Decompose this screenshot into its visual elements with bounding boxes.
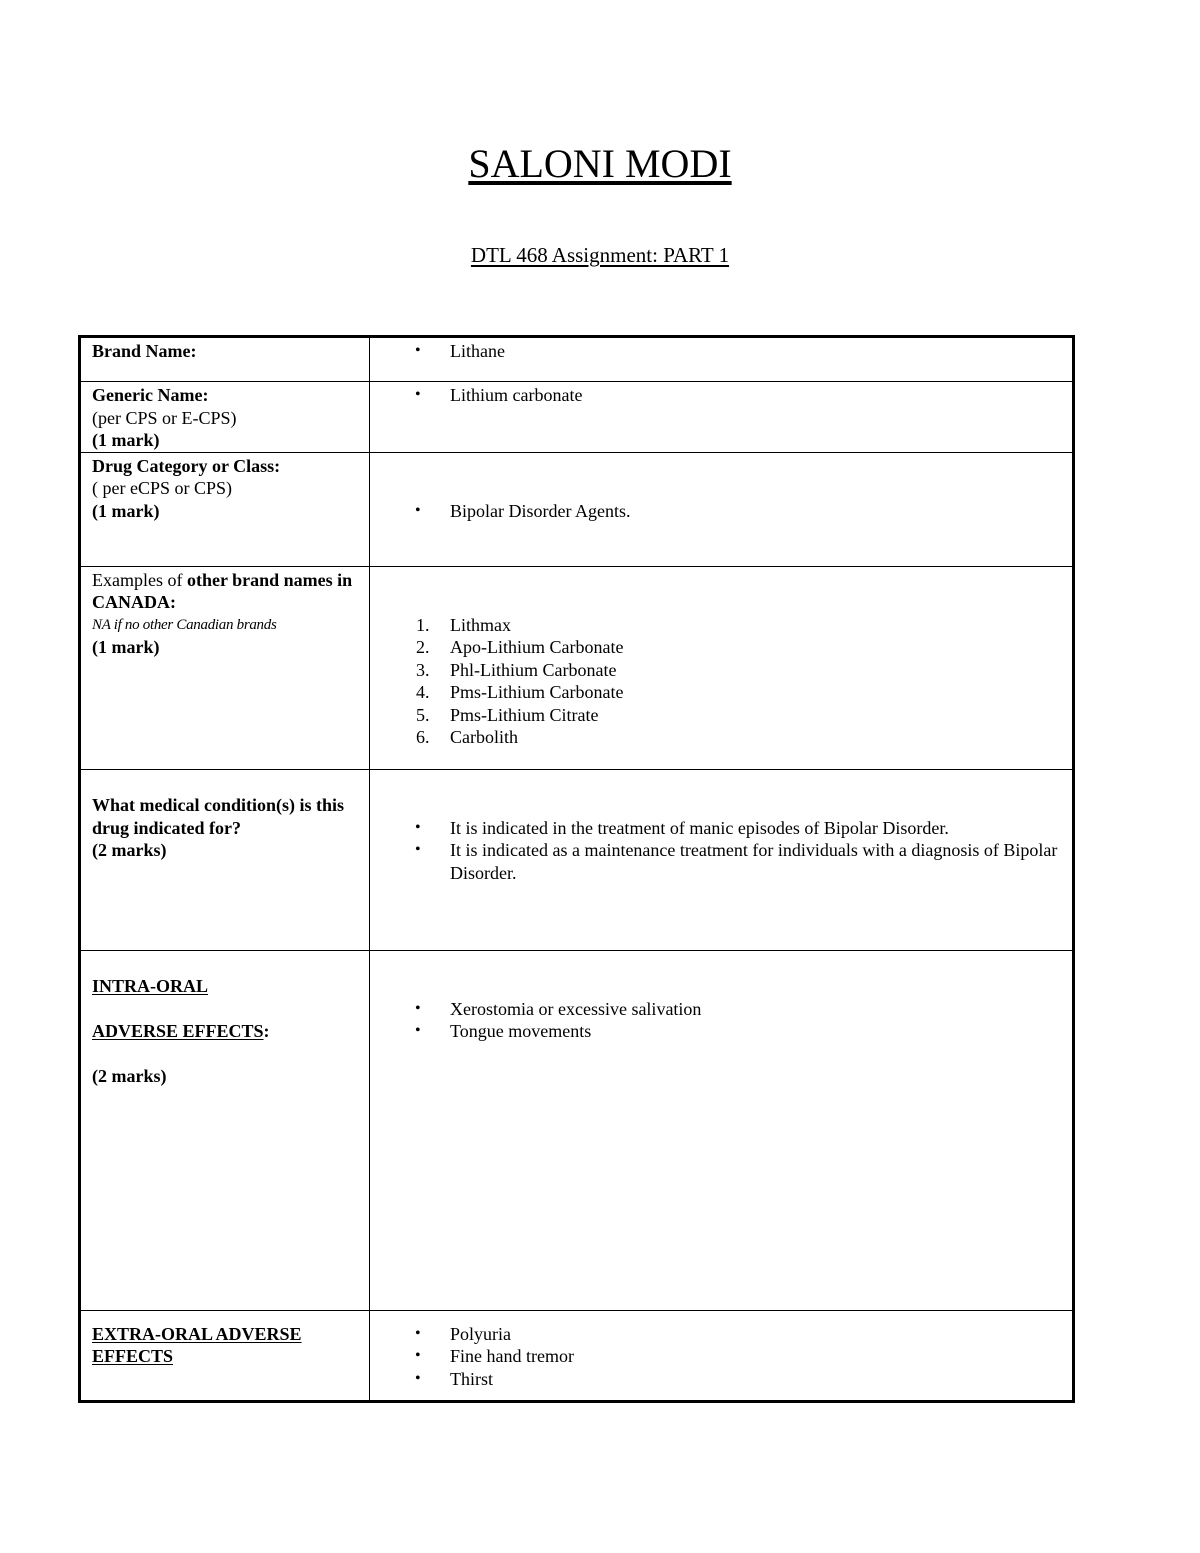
bullet-icon: • <box>415 818 421 836</box>
other-brands-note: NA if no other Canadian brands <box>92 616 277 633</box>
bullet-icon: • <box>415 841 421 858</box>
intra-oral-label-cell <box>80 950 370 1310</box>
intra-oral-label-line1: INTRA-ORAL <box>92 976 209 996</box>
drug-category-label-cell <box>80 452 370 566</box>
brand-name-label: Brand Name: <box>92 341 197 361</box>
list-item: • Tongue movements <box>415 1021 592 1041</box>
bullet-icon: • <box>415 1022 421 1039</box>
generic-name-list <box>370 384 1060 407</box>
other-brands-marks: (1 mark) <box>92 637 160 657</box>
drug-category-label: Drug Category or Class: <box>92 455 281 476</box>
list-item: • Lithium carbonate <box>415 385 583 405</box>
list-item: • Bipolar Disorder Agents. <box>415 500 631 521</box>
other-brands-list <box>370 614 1060 749</box>
extra-oral-label: EXTRA-ORAL ADVERSE EFFECTS <box>92 1323 302 1366</box>
intra-oral-list <box>370 998 1060 1043</box>
list-item: 4. Pms-Lithium Carbonate <box>416 682 624 702</box>
assignment-subtitle: DTL 468 Assignment: PART 1 <box>470 243 730 267</box>
list-item: • It is indicated as a maintenance treatment for individuals with a diagnosis of Bipolar Disorder. <box>415 840 1058 883</box>
bullet-icon: • <box>415 501 421 519</box>
bullet-icon: • <box>415 999 421 1017</box>
other-brands-value-cell <box>370 566 1074 769</box>
drug-category-list <box>370 500 1060 523</box>
brand-name-label-cell <box>80 337 370 382</box>
list-item: • Fine hand tremor <box>415 1346 574 1366</box>
list-item: 1. Lithmax <box>416 614 511 635</box>
list-item: 6. Carbolith <box>416 727 518 747</box>
table-row-drug-category <box>80 452 1074 566</box>
table-row-generic-name <box>80 382 1074 453</box>
table-row-extra-oral <box>80 1310 1074 1401</box>
list-item: • Polyuria <box>415 1323 511 1344</box>
generic-name-label: Generic Name: <box>92 385 209 405</box>
intra-oral-value-cell <box>370 950 1074 1310</box>
list-item: • Thirst <box>415 1368 493 1389</box>
list-item: • It is indicated in the treatment of manic episodes of Bipolar Disorder. <box>415 817 949 838</box>
indication-label: What medical condition(s) is this drug indicated for? <box>92 795 345 838</box>
bullet-icon: • <box>415 1347 421 1364</box>
document-title: SALONI MODI <box>468 141 732 186</box>
bullet-icon: • <box>415 386 421 403</box>
table-row-intra-oral <box>80 950 1074 1310</box>
brand-name-value-cell <box>370 337 1074 382</box>
brand-name-list <box>370 340 1060 363</box>
generic-name-label-cell <box>80 382 370 453</box>
indication-marks: (2 marks) <box>92 840 167 860</box>
table-row-indication <box>80 769 1074 950</box>
bullet-icon: • <box>415 1324 421 1342</box>
drug-category-marks: (1 mark) <box>92 500 160 521</box>
extra-oral-list <box>370 1323 1060 1391</box>
other-brands-label-cell <box>80 566 370 769</box>
generic-name-value-cell <box>370 382 1074 453</box>
intra-oral-label-line2: ADVERSE EFFECTS: <box>92 1021 270 1041</box>
table-row-brand-name <box>80 337 1074 382</box>
indication-label-cell <box>80 769 370 950</box>
indication-value-cell <box>370 769 1074 950</box>
list-item: • Xerostomia or excessive salivation <box>415 998 702 1019</box>
indication-list <box>370 817 1060 885</box>
drug-category-value-cell <box>370 452 1074 566</box>
table-row-other-brands <box>80 566 1074 769</box>
intra-oral-marks: (2 marks) <box>92 1066 167 1086</box>
list-item: 3. Phl-Lithium Carbonate <box>416 659 617 680</box>
list-item: • Lithane <box>415 341 505 361</box>
generic-name-marks: (1 mark) <box>92 430 160 450</box>
generic-name-note: (per CPS or E-CPS) <box>92 407 237 428</box>
drug-category-note: ( per eCPS or CPS) <box>92 478 233 498</box>
extra-oral-label-cell <box>80 1310 370 1401</box>
drug-info-table <box>78 335 1075 1403</box>
bullet-icon: • <box>415 1369 421 1387</box>
other-brands-label: Examples of other brand names in CANADA: <box>92 569 353 612</box>
bullet-icon: • <box>415 342 421 359</box>
extra-oral-value-cell <box>370 1310 1074 1401</box>
list-item: 2. Apo-Lithium Carbonate <box>416 637 624 657</box>
list-item: 5. Pms-Lithium Citrate <box>416 704 599 725</box>
